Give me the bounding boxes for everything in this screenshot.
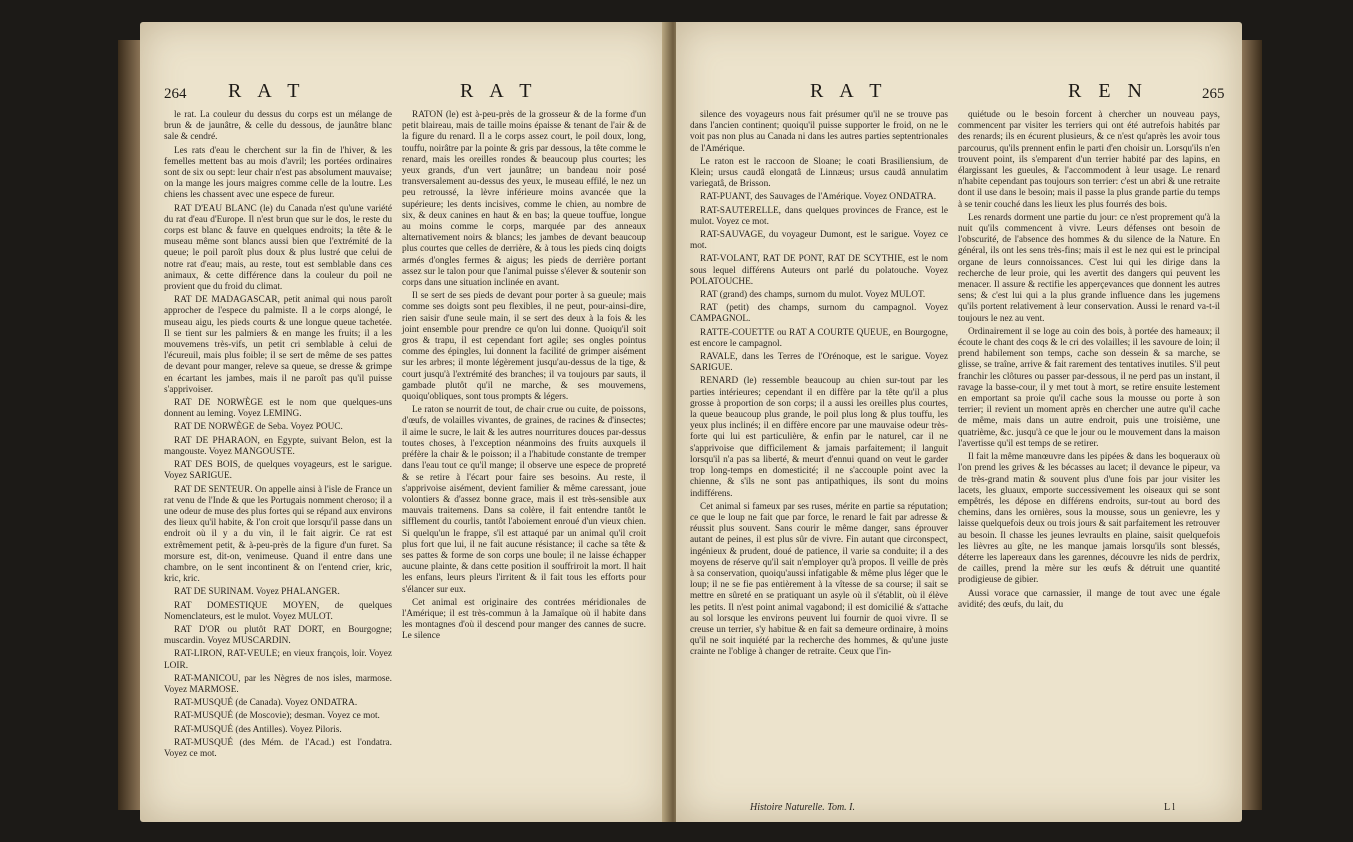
running-head-left: R A T: [228, 80, 306, 102]
paragraph: RAT DE NORWÈGE est le nom que quelques-uns donnent au leming. Voyez LEMING.: [164, 398, 392, 420]
paragraph: RAT DE SURINAM. Voyez PHALANGER.: [174, 587, 340, 598]
footer-title: Histoire Naturelle. Tom. I.: [750, 802, 856, 813]
paragraph: RAT-MUSQUÉ (de Canada). Voyez ONDATRA.: [174, 698, 358, 709]
paragraph: RAT (petit) des champs, surnom du campagnol. Voyez CAMPAGNOL.: [690, 303, 948, 325]
paragraph: le rat. La couleur du dessus du corps est un mélange de brun & de jaunâtre, & celle du dessous, de jaunâtre blanc sale & cendré.: [164, 110, 392, 143]
paragraph: RAVALE, dans les Terres de l'Orénoque, est le sarigue. Voyez SARIGUE.: [690, 352, 948, 374]
paragraph: Cet animal si fameux par ses ruses, mérite en partie sa réputation; ce que le loup ne fait que par force, le renard le fait par adresse & réussit plus souvent. Sans courir le même danger, sans éprouver autant de peines, il est plus sûr de vivre. Fin autant que circonspect, ingénieux & prudent, doué de patience, il varie sa conduite; il a des moyens de réserve qu'il sait n'employer qu'à propos. Il veille de près à sa conservation, quoiqu'aussi infatigable & même plus léger que le loup; il ne se fie pas entièrement à la vîtesse de sa course; il sait se mettre en sûreté en se pratiquant un asyle où il s'établit, où il élève les petits. Il n'est point animal vagabond; il est domicilié & s'attache au sol lorsque les environs peuvent lui fournir de quoi vivre. Il se creuse un terrier, s'y habitue & en fait sa demeure ordinaire, à moins qu'il ne soit inquiété par la recherche des hommes, & qu'une juste crainte ne l'oblige à changer de retraite. Ceux que l'in-: [690, 501, 948, 658]
paragraph: RATTE-COUETTE ou RAT A COURTE QUEUE, en Bourgogne, est encore le campagnol.: [690, 327, 948, 349]
paragraph: Ordinairement il se loge au coin des bois, à portée des hameaux; il écoute le chant des coqs & le cri des volailles; il les savoure de loin; il prend habilement son temps, cache son dessein & sa marche, se glisse, se traîne, arrive & fait rarement des tentatives inutiles. S'il peut franchir les clôtures ou passer par-dessous, il ne perd pas un instant, il ravage la basse-cour, il y met tout à mort, se retire ensuite lestement en emportant sa proie qu'il cache sous la mousse ou porte à son terrier; il revient un moment après en chercher une autre qu'il cache de même, mais dans un autre endroit, puis une troisième, une quatrième, &c. jusqu'à ce que le jour ou le mouvement dans la maison l'avertisse qu'il est temps de se retirer.: [958, 326, 1220, 449]
book-edge-left: [118, 40, 140, 810]
paragraph: RAT DE NORWÈGE de Seba. Voyez POUC.: [174, 422, 343, 433]
paragraph: RAT DES BOIS, de quelques voyageurs, est le sarigue. Voyez SARIGUE.: [164, 460, 392, 482]
paragraph: silence des voyageurs nous fait présumer qu'il ne se trouve pas dans l'ancien continent; quoiqu'il puisse supporter le froid, on ne le voit pas non plus au Canada ni dans les autres parties septentrionales de l'Amérique.: [690, 110, 948, 154]
right-column-1: [690, 110, 948, 661]
paragraph: RAT-LIRON, RAT-VEULE; en vieux françois, loir. Voyez LOIR.: [164, 649, 392, 671]
paragraph: RAT-SAUVAGE, du voyageur Dumont, est le sarigue. Voyez ce mot.: [690, 230, 948, 252]
paragraph: RAT-MUSQUÉ (des Antilles). Voyez Piloris.: [174, 724, 342, 735]
paragraph: RAT DE PHARAON, en Egypte, suivant Belon, est la mangouste. Voyez MANGOUSTE.: [164, 435, 392, 457]
paragraph: RAT DOMESTIQUE MOYEN, de quelques Nomenclateurs, est le mulot. Voyez MULOT.: [164, 600, 392, 622]
left-column-2: [402, 110, 646, 645]
paragraph: RAT D'EAU BLANC (le) du Canada n'est qu'une variété du rat d'eau d'Europe. Il n'est brun que sur le dos, le reste du corps est blanc & fauve en quelques endroits; la tête & le museau même sont blancs aussi bien que l'extrémité de la queue; le poil paroît plus doux & plus lustré que celui de notre rat d'eau; mais, au reste, tout est semblable dans ces animaux, & cette différence dans la couleur du poil ne provient que du froid du climat.: [164, 203, 392, 293]
paragraph: Les renards dorment une partie du jour: ce n'est proprement qu'à la nuit qu'ils commencent à vivre. Leurs défenses ont besoin de l'obscurité, de l'absence des hommes & du silence de la Nature. En général, ils ont les sens très-fins; mais il est le nez qui est le principal organe de leurs connoissances. C'est lui qui les dirige dans la recherche de leur proie, qui les avertit des dangers qui peuvent les menacer. Il assure & rectifie les apperçevances que donnent les autres sens; & c'est lui qui a la plus grande influence dans les jugemens qu'ils portent relativement à leur conservation. Aussi le renard va-t-il toujours le nez au vent.: [958, 212, 1220, 324]
paragraph: RATON (le) est à-peu-près de la grosseur & de la forme d'un petit blaireau, mais de taille moins épaisse & tenant de l'air & de la figure du renard. Il a le corps assez court, le poil doux, long, touffu, noirâtre par la pointe & gris par dessous, la tête comme le renard, mais les oreilles rondes & beaucoup plus courtes; les yeux grands, d'un vert jaunâtre; un bandeau noir posé transversalement au-dessus des yeux, le museau effilé, le nez un peu retroussé, la lèvre inférieure moins avancée que la supérieure; les dents incisives, comme le chien, au nombre de six, & deux canines en haut & en bas; la queue touffue, longue au moins comme le corps, marquée par des anneaux alternativement noirs & blancs; les jambes de devant beaucoup plus courtes que celles de derrière, & à tous les pieds cinq doigts armés d'ongles fermes & aigus; les pieds de derrière portant assez sur le talon pour que l'animal puisse s'élever & soutenir son corps dans une situation inclinée en avant.: [402, 110, 646, 289]
running-head-left-col2: R A T: [460, 80, 538, 102]
paragraph: RAT-MUSQUÉ (de Moscovie); desman. Voyez ce mot.: [174, 711, 380, 722]
paragraph: RAT DE SENTEUR. On appelle ainsi à l'isle de France un rat venu de l'Inde & que les Portugais nomment cheroso; il a une odeur de muse des plus fortes qui se répand aux environs des lieux qu'il habite, & l'on croit que lorsqu'il passe dans un endroit où il y a du vin, il le fait aigrir. Ce rat est extrêmement petit, & à-peu-près de la figure d'un furet. Sa morsure est, dit-on, venimeuse. Quand il entre dans une chambre, on le sent incontinent & on l'entend crier, kric, kric, kric.: [164, 484, 392, 585]
right-page: [676, 22, 1242, 822]
page-number-right: 265: [1202, 86, 1225, 102]
paragraph: Le raton est le raccoon de Sloane; le coati Brasiliensium, de Klein; ursus caudâ elongatâ de Linnæus; ursus caudâ annulatim variegatâ, de Brisson.: [690, 156, 948, 190]
paragraph: RAT (grand) des champs, surnom du mulot. Voyez MULOT.: [700, 290, 926, 301]
paragraph: RAT D'OR ou plutôt RAT DORT, en Bourgogne; muscardin. Voyez MUSCARDIN.: [164, 624, 392, 647]
paragraph: RAT-PUANT, des Sauvages de l'Amérique. Voyez ONDATRA.: [700, 192, 937, 203]
paragraph: Cet animal est originaire des contrées méridionales de l'Amérique; il est très-commun à la Jamaïque où il habite dans les montagnes d'où il descend pour manger des cannes de sucre. Le silence: [402, 597, 646, 642]
paragraph: RAT-SAUTERELLE, dans quelques provinces de France, est le mulot. Voyez ce mot.: [690, 205, 948, 227]
paragraph: RAT-VOLANT, RAT DE PONT, RAT DE SCYTHIE, est le nom sous lequel différens Auteurs ont parlé du polatouche. Voyez POLATOUCHE.: [690, 254, 948, 287]
paragraph: RENARD (le) ressemble beaucoup au chien sur-tout par les parties intérieures; cependant il en diffère par la tête qu'il a plus grosse à proportion de son corps; il a aussi les oreilles plus courtes, la queue beaucoup plus grande, le poil plus long & plus touffu, les yeux plus inclinés; il en diffère encore par une mauvaise odeur très-forte qui lui est particulière, & enfin par le naturel, car il ne s'apprivoise que difficilement & jamais parfaitement; il languit lorsqu'il n'a pas sa liberté, & meurt d'ennui quand on veut le garder trop long-temps en domesticité; il ne s'accouple point avec la chienne, & s'ils ne sont pas antipathiques, ils sont du moins indifférens.: [690, 376, 948, 499]
paragraph: RAT-MUSQUÉ (des Mém. de l'Acad.) est l'ondatra. Voyez ce mot.: [164, 737, 392, 759]
left-column-1: [164, 110, 392, 762]
paragraph: RAT-MANICOU, par les Nègres de nos isles, marmose. Voyez MARMOSE.: [164, 673, 392, 695]
paragraph: Le raton se nourrit de tout, de chair crue ou cuite, de poissons, d'œufs, de volailles vivantes, de graines, de racines & d'insectes; il aime le sucre, le lait & les autres nourritures douces par-dessus toutes choses, à l'exception néanmoins des fruits auxquels il préfère la chair & le poisson; il a l'habitude constante de tremper dans l'eau tout ce qu'il mange; il observe une espece de propreté & se retire à l'écart pour faire ses besoins. Au reste, il s'apprivoise aisément, devient familier & même caressant, joue volontiers & d'assez bonne grace, mais il est très-sensible aux mauvais traitemens. Dans sa colère, il fait entendre tantôt le sifflement du courlis, tantôt l'aboiement enroué d'un vieux chien. Si quelqu'un le frappe, s'il est attaqué par un animal qu'il croit plus fort que lui, il ne fait aucune résistance; il cache sa tête & ses pattes & forme de son corps une boule; il ne laisse échapper aucune plainte, & dans cette position il souffriroit la mort. Il hait les enfans, leurs pleurs l'irritent & il fait tous les efforts pour s'élancer sur eux.: [402, 405, 646, 595]
left-page: [140, 22, 668, 822]
paragraph: quiétude ou le besoin forcent à chercher un nouveau pays, commencent par visiter les terriers qui ont été autrefois habités par des renards; ils en écurent plusieurs, & ce n'est qu'après les avoir tous parcourus, qu'ils prennent enfin le parti d'en choisir un. Lorsqu'ils n'en trouvent point, ils s'emparent d'un terrier habité par des lapins, en élargissant les gueules, & l'accommodent à leur usage. Le renard n'habite cependant pas toujours son terrier: c'est un abri & une retraite dont il use dans le besoin; mais il passe la plus grande partie du temps à se tenir couché dans les lieux les plus fourrés des bois.: [958, 110, 1220, 210]
paragraph: Il se sert de ses pieds de devant pour porter à sa gueule; mais comme ses doigts sont peu flexibles, il ne peut, pour-ainsi-dire, rien saisir d'une seule main, il se sert des deux à la fois & les joint ensemble pour prendre ce qu'on lui donne. Quoiqu'il soit gros & trapu, il est cependant fort agile; ses ongles pointus comme des épingles, lui donnent la facilité de grimper aisément sur les arbres; il monte légèrement jusqu'au-dessus de la tige, & court jusqu'à l'extrémité des branches; il va toujours par sauts, il gambade plutôt qu'il ne marche, & ses mouvemens, quoiqu'obliques, sont tous prompts & légers.: [402, 291, 646, 403]
paragraph: Il fait la même manœuvre dans les pipées & dans les boqueraux où l'on prend les grives & les bécasses au lacet; il devance le pipeur, va de très-grand matin & souvent plus d'une fois par jour visiter les lacets, les gluaux, emporte successivement les oiseaux qui se sont empêtrés, les dépose en différens endroits, sur-tout au bord des chemins, dans les ornières, sous la mousse, sous un genievre, les y laisse quelquefois deux ou trois jours & sait parfaitement les retrouver au besoin. Il chasse les jeunes levraults en plaine, saisit quelquefois les lièvres au gîte, ne les manque jamais lorsqu'ils sont blessés, déterre les lapereaux dans les garennes, découvre les nids de perdrix, de cailles, prend la mère sur les œufs & détruit une quantité prodigieuse de gibier.: [958, 452, 1220, 586]
paragraph: Les rats d'eau le cherchent sur la fin de l'hiver, & les femelles mettent bas au mois d'avril; les portées ordinaires sont de six ou sept: leur chair n'est pas absolument mauvaise; on la mange les jours maigres comme celle de la loutre. Les chiens les chassent avec une espece de fureur.: [164, 145, 392, 201]
paragraph: Aussi vorace que carnassier, il mange de tout avec une égale avidité; des œufs, du lait, du: [958, 588, 1220, 610]
page-number-left: 264: [164, 86, 187, 102]
running-head-right-2: R E N: [1068, 80, 1148, 102]
running-head-right-1: R A T: [810, 80, 888, 102]
right-column-2: [958, 110, 1220, 613]
paragraph: RAT DE MADAGASCAR, petit animal qui nous paroît approcher de l'espece du palmiste. Il a le corps alongé, le museau aigu, les pieds courts & une longue queue tachetée. Il se tient sur les palmiers & en mange les fruits; il a les mouvemens très-vifs, un petit cri semblable à celui de l'écureuil, mais plus foible; il se sert de même de ses pattes de devant pour manger, releve sa queue, se dresse & grimpe en écartant les jambes, mais il ne paroît pas qu'il puisse s'apprivoiser.: [164, 295, 392, 395]
book-edge-right: [1242, 40, 1262, 810]
signature-mark: L l: [1164, 802, 1176, 813]
